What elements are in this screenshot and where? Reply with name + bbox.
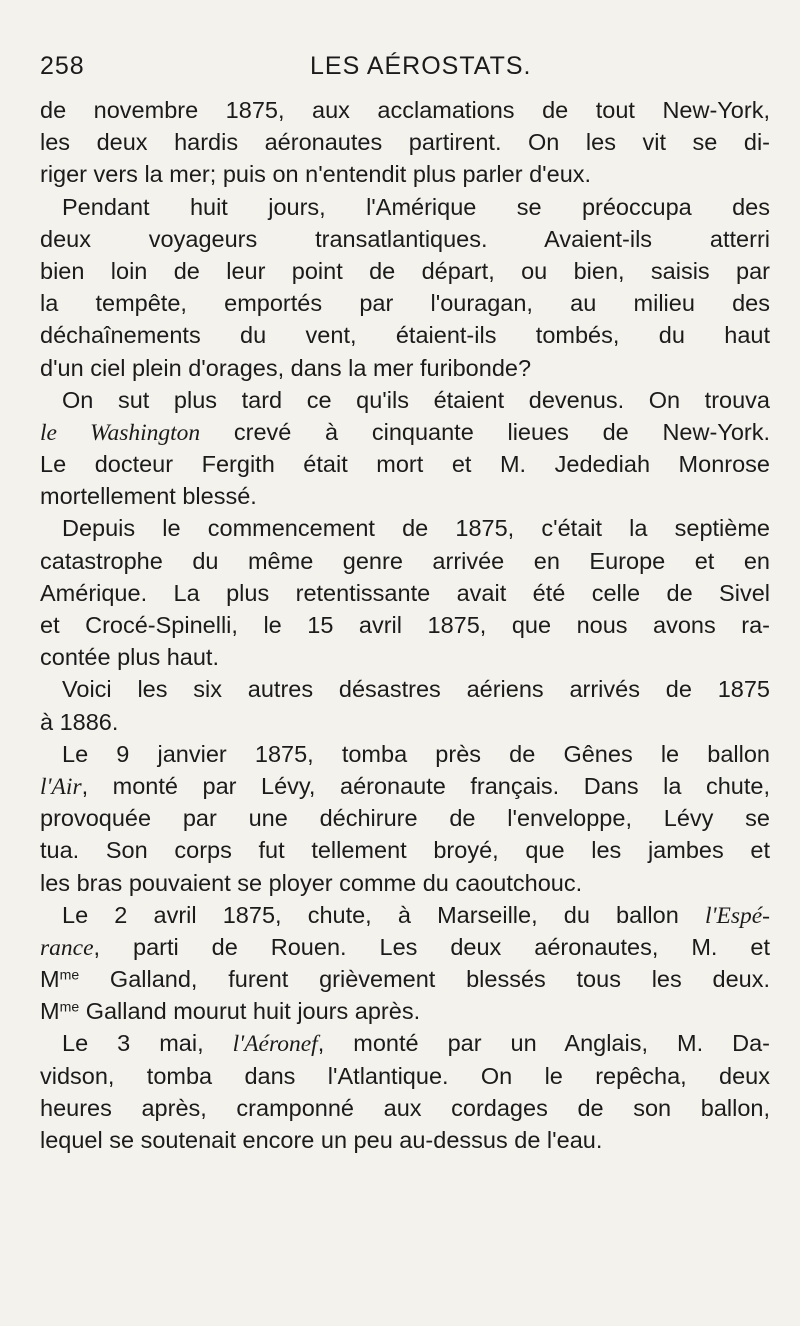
- text-segment: On sut plus tard ce qu'ils étaient devenus. On trouva: [62, 386, 770, 413]
- text-line: [40, 191, 770, 223]
- text-line: [40, 995, 770, 1027]
- text-line: [40, 867, 770, 899]
- superscript-text: me: [59, 998, 80, 1015]
- text-line: [40, 931, 770, 963]
- text-line: [40, 738, 770, 770]
- text-line: [40, 963, 770, 995]
- text-segment: Voici les six autres désastres aériens arrivés de 1875: [62, 676, 770, 703]
- text-segment: mortellement blessé.: [40, 483, 257, 510]
- text-segment: les deux hardis aéronautes partirent. On les vit se di-: [40, 129, 770, 156]
- italic-text: le Washington: [40, 419, 201, 446]
- text-line: [40, 1124, 770, 1156]
- text-segment: provoquée par une déchirure de l'enveloppe, Lévy se: [40, 805, 770, 832]
- text-segment: Le docteur Fergith était mort et M. Jedediah Monrose: [40, 451, 770, 478]
- text-segment: vidson, tomba dans l'Atlantique. On le repêcha, deux: [40, 1062, 770, 1089]
- text-segment: lequel se soutenait encore un peu au-dessus de l'eau.: [40, 1127, 603, 1153]
- text-segment: tua. Son corps fut tellement broyé, que les jambes et: [40, 837, 770, 864]
- text-segment: , parti de Rouen. Les deux aéronautes, M. et: [93, 933, 770, 960]
- italic-text: rance: [40, 934, 94, 961]
- text-segment: contée plus haut.: [40, 644, 219, 671]
- text-segment: la tempête, emportés par l'ouragan, au milieu des: [40, 290, 770, 317]
- text-segment: M: [40, 966, 60, 993]
- body-text: [40, 94, 770, 1156]
- text-line: [40, 641, 770, 673]
- page-header: [40, 52, 770, 86]
- text-line: [40, 577, 770, 609]
- text-line: [40, 448, 770, 480]
- text-line: [40, 352, 770, 384]
- text-segment: les bras pouvaient se ployer comme du caoutchouc.: [40, 869, 583, 896]
- running-title: LES AÉROSTATS.: [310, 52, 532, 80]
- text-segment: deux voyageurs transatlantiques. Avaient-ils atterri: [40, 225, 770, 252]
- text-segment: à 1886.: [40, 708, 119, 735]
- text-segment: heures après, cramponné aux cordages de son ballon,: [40, 1094, 770, 1121]
- text-line: [40, 1027, 770, 1059]
- text-line: [40, 480, 770, 512]
- text-line: [40, 126, 770, 158]
- text-line: [40, 1092, 770, 1124]
- italic-text: l'Aéronef: [232, 1031, 318, 1058]
- text-segment: riger vers la mer; puis on n'entendit plus parler d'eux.: [40, 161, 592, 188]
- text-segment: Le 9 janvier 1875, tomba près de Gênes le ballon: [62, 740, 770, 767]
- text-line: [40, 673, 770, 705]
- text-line: [40, 287, 770, 319]
- text-segment: M: [40, 998, 60, 1025]
- italic-text: l'Air: [40, 773, 82, 800]
- text-line: [40, 512, 770, 544]
- text-segment: d'un ciel plein d'orages, dans la mer furibonde?: [40, 354, 532, 381]
- page-number: 258: [40, 52, 85, 80]
- text-line: [40, 706, 770, 738]
- text-line: [40, 255, 770, 287]
- text-line: [40, 770, 770, 802]
- text-segment: Galland, furent grièvement blessés tous les deux.: [79, 966, 770, 993]
- text-segment: Pendant huit jours, l'Amérique se préoccupa des: [62, 193, 770, 220]
- italic-text: l'Espé-: [704, 902, 770, 929]
- text-line: [40, 1060, 770, 1092]
- text-segment: Amérique. La plus retentissante avait été celle de Sivel: [40, 579, 770, 606]
- text-line: [40, 158, 770, 190]
- text-line: [40, 834, 770, 866]
- text-segment: Depuis le commencement de 1875, c'était la septième: [62, 515, 770, 542]
- text-segment: déchaînements du vent, étaient-ils tombés, du haut: [40, 322, 770, 349]
- text-line: [40, 416, 770, 448]
- text-line: [40, 545, 770, 577]
- text-segment: , monté par un Anglais, M. Da-: [317, 1030, 770, 1057]
- text-segment: , monté par Lévy, aéronaute français. Dans la chute,: [81, 772, 770, 799]
- text-segment: et Crocé-Spinelli, le 15 avril 1875, que nous avons ra-: [40, 612, 770, 638]
- text-segment: crevé à cinquante lieues de New-York.: [200, 418, 770, 445]
- text-line: [40, 94, 770, 126]
- text-line: [40, 899, 770, 931]
- text-line: [40, 223, 770, 255]
- text-segment: Le 2 avril 1875, chute, à Marseille, du ballon: [62, 901, 705, 928]
- text-line: [40, 384, 770, 416]
- text-segment: Le 3 mai,: [62, 1030, 233, 1057]
- text-segment: Galland mourut huit jours après.: [79, 998, 421, 1025]
- text-line: [40, 609, 770, 641]
- text-segment: bien loin de leur point de départ, ou bien, saisis par: [40, 257, 770, 284]
- text-line: [40, 802, 770, 834]
- text-segment: catastrophe du même genre arrivée en Europe et en: [40, 547, 770, 574]
- text-segment: de novembre 1875, aux acclamations de tout New-York,: [40, 97, 770, 123]
- text-line: [40, 319, 770, 351]
- superscript-text: me: [59, 966, 80, 983]
